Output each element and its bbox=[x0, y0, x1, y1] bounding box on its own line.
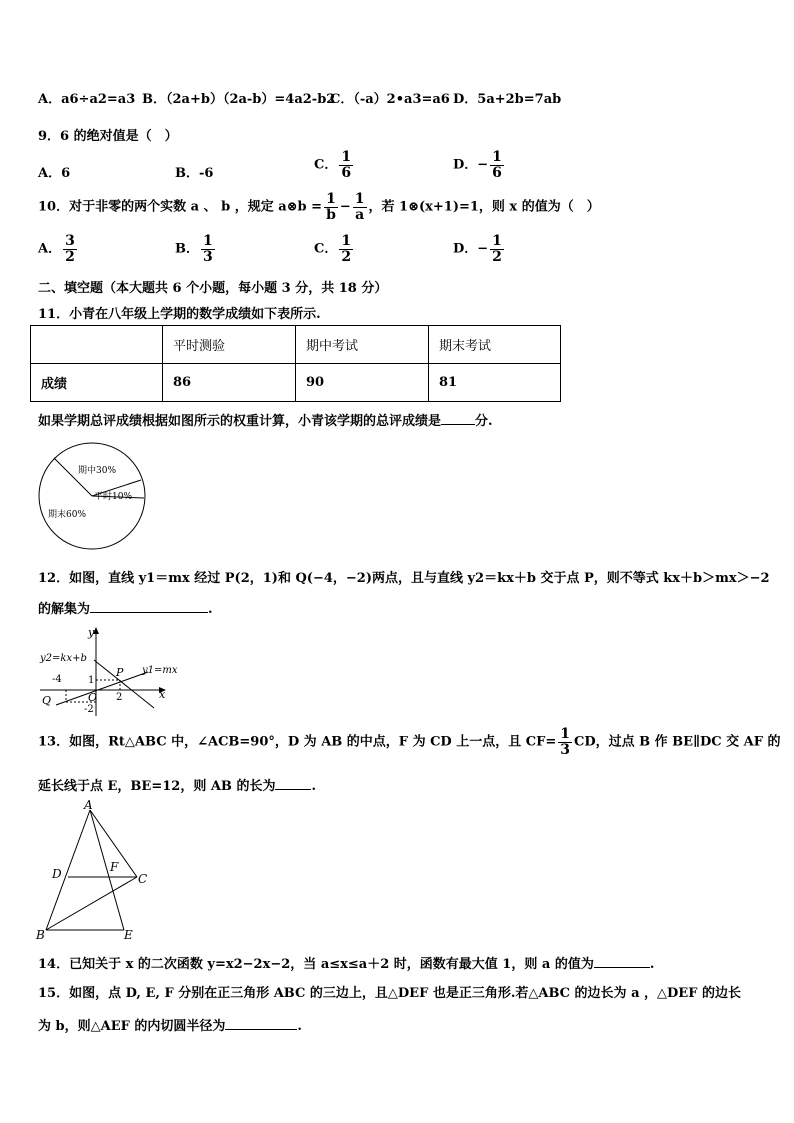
q8-option-b: B．（2a+b）（2a-b）=4a2-b2 bbox=[142, 92, 336, 107]
origin-label: O bbox=[88, 691, 98, 704]
x-axis-label: x bbox=[159, 688, 166, 701]
vertex-e: E bbox=[124, 928, 133, 942]
table-cell: 81 bbox=[429, 364, 561, 402]
q10-stem: 10．对于非零的两个实数 a 、 b ，规定 a⊗b = $\frac{1}{b}$ − $\frac{1}{a}$ ，若 1⊗(x+1)=1，则 x 的值为（ ） bbox=[38, 191, 600, 223]
q13-line2: 延长线于点 E，BE=12，则 AB 的长为 . bbox=[38, 779, 316, 794]
answer-blank[interactable] bbox=[441, 424, 475, 425]
y1-label: y1=mx bbox=[142, 665, 178, 676]
q15-line2: 为 b，则△AEF 的内切圆半径为 . bbox=[38, 1019, 302, 1034]
vertex-f: F bbox=[110, 860, 119, 874]
answer-blank[interactable] bbox=[594, 967, 650, 968]
q9-option-b: B．-6 bbox=[175, 166, 214, 181]
q8-option-c: C．（-a）2•a3=a6 bbox=[330, 92, 450, 107]
q12-graph bbox=[36, 624, 186, 720]
y-axis-label: y bbox=[88, 626, 95, 639]
vertex-b: B bbox=[36, 928, 45, 942]
q12-line2: 的解集为 . bbox=[38, 602, 213, 617]
answer-blank[interactable] bbox=[90, 612, 208, 613]
segment-bc bbox=[46, 877, 137, 930]
weight-pie-chart bbox=[36, 440, 148, 552]
q13-triangle-figure bbox=[34, 797, 154, 942]
pie-label-regular: 平时10% bbox=[94, 492, 133, 502]
pie-label-midterm: 期中30% bbox=[78, 466, 117, 476]
answer-blank[interactable] bbox=[275, 789, 311, 790]
table-header-cell: 平时测验 bbox=[163, 326, 296, 364]
q14-question: 14．已知关于 x 的二次函数 y=x2−2x−2，当 a≤x≤a＋2 时，函数有最大值 1，则 a 的值为 . bbox=[38, 957, 655, 972]
pie-label-final: 期末60% bbox=[48, 510, 87, 520]
tick-1: 1 bbox=[88, 675, 95, 686]
q9-option-d: D．− $\frac{1}{6}$ bbox=[453, 149, 502, 181]
table-header-row bbox=[31, 326, 561, 364]
tick-2: 2 bbox=[116, 692, 123, 703]
vertex-a: A bbox=[84, 798, 93, 812]
q13-line1: 13．如图，Rt△ABC 中，∠ACB=90°，D 为 AB 的中点，F 为 CD 上一点，且 CF= $\frac{1}{3}$ CD，过点 B 作 BE∥DC 交 AF 的 bbox=[38, 726, 781, 758]
q11-stem: 11．小青在八年级上学期的数学成绩如下表所示. bbox=[38, 307, 321, 322]
table-row bbox=[31, 364, 561, 402]
point-q-label: Q bbox=[42, 694, 52, 707]
q9-option-a: A．6 bbox=[38, 166, 71, 181]
tick-neg2: -2 bbox=[84, 704, 94, 715]
q8-option-a: A．a6÷a2=a3 bbox=[38, 92, 136, 107]
answer-blank[interactable] bbox=[225, 1029, 297, 1030]
q15-line1: 15．如图，点 D, E, F 分别在正三角形 ABC 的三边上，且△DEF 也是正三角形.若△ABC 的边长为 a ，△DEF 的边长 bbox=[38, 986, 741, 1001]
q11-question: 如果学期总评成绩根据如图所示的权重计算，小青该学期的总评成绩是 分. bbox=[38, 414, 493, 429]
segment-ae bbox=[90, 810, 124, 930]
y2-label: y2=kx+b bbox=[40, 653, 87, 664]
section-heading: 二、填空题（本大题共 6 个小题，每小题 3 分，共 18 分） bbox=[38, 281, 388, 296]
q10-option-b: B． $\frac{1}{3}$ bbox=[175, 233, 213, 265]
q9-option-c: C． $\frac{1}{6}$ bbox=[314, 149, 352, 181]
point-p-label: P bbox=[116, 666, 124, 679]
table-header-cell bbox=[31, 326, 163, 364]
line-y1 bbox=[56, 672, 148, 705]
table-cell: 86 bbox=[163, 364, 296, 402]
q8-option-d: D．5a+2b=7ab bbox=[453, 92, 562, 107]
q12-line1: 12．如图，直线 y1＝mx 经过 P(2，1)和 Q(−4，−2)两点，且与直线 y2＝kx＋b 交于点 P，则不等式 kx＋b＞mx＞−2 bbox=[38, 571, 770, 586]
table-header-cell: 期中考试 bbox=[296, 326, 429, 364]
vertex-c: C bbox=[138, 872, 148, 886]
q9-stem: 9．6 的绝对值是（ ） bbox=[38, 129, 178, 144]
q10-option-c: C． $\frac{1}{2}$ bbox=[314, 233, 352, 265]
score-table bbox=[30, 325, 561, 402]
tick-neg4: -4 bbox=[52, 674, 62, 685]
table-cell: 成绩 bbox=[31, 364, 163, 402]
table-cell: 90 bbox=[296, 364, 429, 402]
table-header-cell: 期末考试 bbox=[429, 326, 561, 364]
q10-option-a: A． $\frac{3}{2}$ bbox=[38, 233, 75, 265]
q10-option-d: D．− $\frac{1}{2}$ bbox=[453, 233, 502, 265]
vertex-d: D bbox=[52, 867, 62, 881]
